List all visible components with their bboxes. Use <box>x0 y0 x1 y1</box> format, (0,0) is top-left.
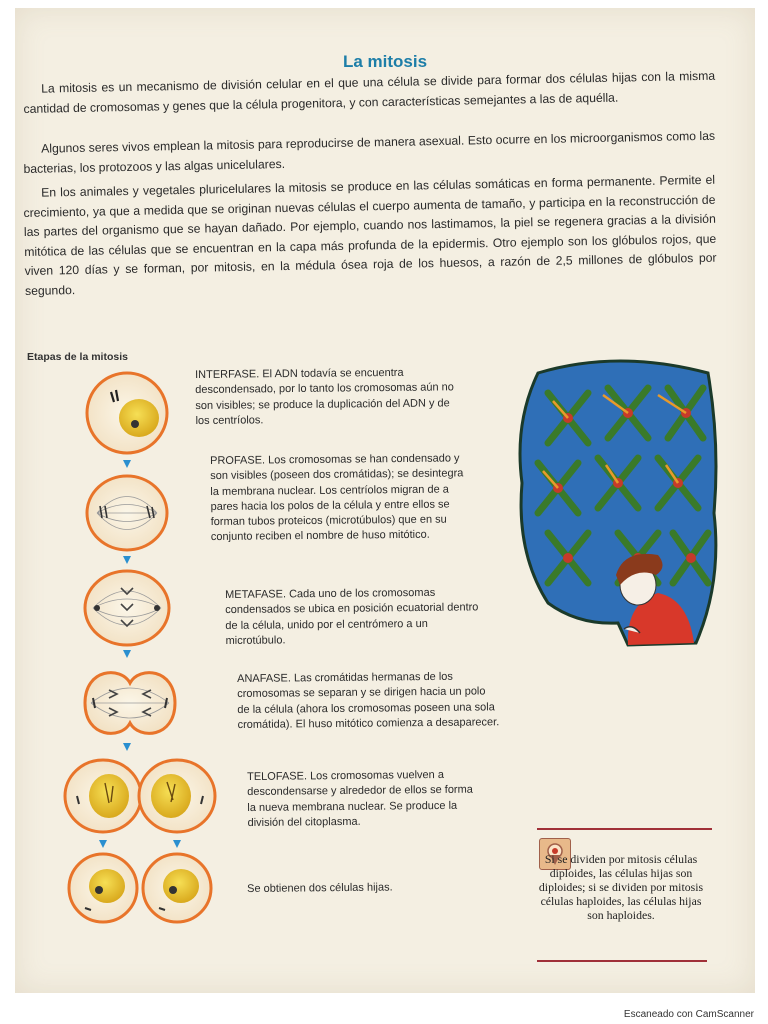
arrow-down-icon <box>99 840 107 848</box>
arrow-down-icon <box>173 840 181 848</box>
intro-paragraph-3: En los animales y vegetales pluricelulares la mitosis se produce en las células somáticas en forma permanente. Permite el crecimiento, ya que a medida que se originan nuevas células el cuerpo aumenta de tamaño, y participa en la reconstrucción de las partes del organismo que se hayan dañado. Por ejemplo, cuando nos lastimamos, la piel se regenera gracias a la división mitótica de las células que se encuentran en la capa más profunda de la epidermis. Otro ejemplo son los glóbulos rojos, que viven 120 días y se forman, por mitosis, en la médula ósea roja de los huesos, a razón de 2,5 millones de glóbulos por segundo. <box>23 172 717 298</box>
arrow-down-icon <box>123 460 131 468</box>
interfase-cell <box>87 373 167 453</box>
stage-result: Se obtienen dos células hijas. <box>247 881 393 895</box>
note-bottom-rule <box>537 960 707 962</box>
stage-interfase: INTERFASE. El ADN todavía se encuentra descondensado, por lo tanto los cromosomas aún no son visibles; se produce la duplicación del ADN y de los centríolos. <box>195 366 454 427</box>
stage-telofase: TELOFASE. Los cromosomas vuelven a descondensarse y alrededor de ellos se forma la nueva membrana nuclear. Se produce la división del citoplasma. <box>247 768 473 829</box>
page-title: La mitosis <box>342 52 428 71</box>
scanner-watermark: Escaneado con CamScanner <box>623 1009 754 1020</box>
arrow-down-icon <box>123 743 131 751</box>
daughter-cell-right <box>143 854 211 922</box>
chromosome-illustration <box>508 353 728 653</box>
note-top-rule <box>537 828 712 830</box>
stage-anafase: ANAFASE. Las cromátidas hermanas de los cromosomas se separan y se dirigen hacia un polo de la célula (ahora los cromosomas poseen una sola cromátida). El huso mitótico comienza a desaparecer. <box>237 670 500 731</box>
stages-heading: Etapas de la mitosis <box>27 351 128 363</box>
profase-cell <box>87 476 167 550</box>
metafase-cell <box>85 571 169 645</box>
arrow-down-icon <box>123 556 131 564</box>
scanned-page <box>15 8 755 993</box>
note-text: Si se dividen por mitosis células diploides, las células hijas son diploides; si se dividen por mitosis células haploides, las células hijas son haploides. <box>538 852 704 922</box>
stage-profase: PROFASE. Los cromosomas se han condensado y son visibles (poseen dos cromátidas); se desintegra la membrana nuclear. Los centríolos migran de a pares hacia los polos de la célula y entre ellos se forman tubos proteicos (microtúbulos) que en su conjunto reciben el nombre de huso mitótico. <box>210 452 464 544</box>
arrow-down-icon <box>123 650 131 658</box>
stage-metafase: METAFASE. Cada uno de los cromosomas condensados se ubica en posición ecuatorial dentro de la célula, unido por el centrómero a un microtúbulo. <box>225 586 479 647</box>
telofase-cell <box>65 760 215 832</box>
intro-paragraph-1: La mitosis es un mecanismo de división celular en el que una célula se divide para formar dos células hijas con la misma cantidad de cromosomas y genes que la célula progenitora, y con características semejantes a las de aquélla. <box>23 68 716 116</box>
daughter-cell-left <box>69 854 137 922</box>
anafase-cell <box>85 673 175 734</box>
intro-paragraph-2: Algunos seres vivos emplean la mitosis para reproducirse de manera asexual. Esto ocurre en los microorganismos como las bacterias, los protozoos y las algas unicelulares. <box>23 128 716 176</box>
mitosis-stages-diagram <box>55 368 225 928</box>
